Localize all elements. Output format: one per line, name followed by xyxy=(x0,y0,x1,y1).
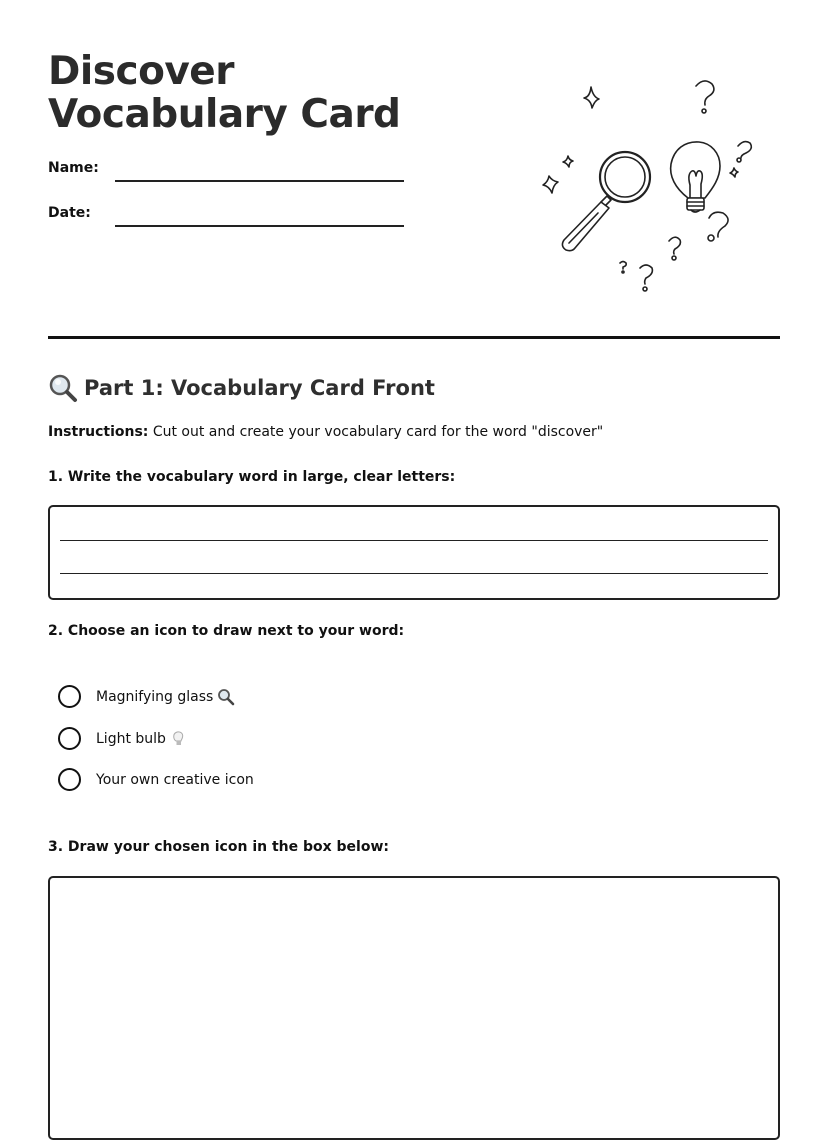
name-label: Name: xyxy=(48,160,99,176)
lightbulb-icon xyxy=(170,730,188,748)
option-magnifying-glass[interactable] xyxy=(58,685,235,708)
question-1: 1. Write the vocabulary word in large, clear letters: xyxy=(48,469,456,485)
option-label: Light bulb xyxy=(96,730,166,747)
radio-button[interactable] xyxy=(58,685,81,708)
word-writing-box[interactable] xyxy=(48,505,780,600)
radio-button[interactable] xyxy=(58,727,81,750)
magnifying-glass-icon xyxy=(562,152,650,251)
option-label: Your own creative icon xyxy=(96,771,254,788)
question-2: 2. Choose an icon to draw next to your word: xyxy=(48,623,405,639)
instructions xyxy=(48,424,603,440)
option-own-icon[interactable] xyxy=(58,768,254,791)
lightbulb-icon xyxy=(671,142,720,212)
section-title xyxy=(48,373,435,403)
date-field[interactable] xyxy=(115,225,404,227)
discovery-illustration xyxy=(528,70,768,302)
section-divider xyxy=(48,336,780,339)
instructions-label: Instructions: xyxy=(48,424,149,440)
radio-button[interactable] xyxy=(58,768,81,791)
question-3: 3. Draw your chosen icon in the box below: xyxy=(48,839,389,855)
writing-line xyxy=(60,573,768,574)
instructions-text: Cut out and create your vocabulary card for the word "discover" xyxy=(148,424,604,440)
name-field[interactable] xyxy=(115,180,404,182)
option-label: Magnifying glass xyxy=(96,688,214,705)
section-title-text: Part 1: Vocabulary Card Front xyxy=(84,376,435,400)
magnifying-glass-icon xyxy=(217,688,235,706)
writing-line xyxy=(60,540,768,541)
icon-drawing-box[interactable] xyxy=(48,876,780,1140)
option-light-bulb[interactable] xyxy=(58,727,188,750)
magnifying-glass-icon xyxy=(48,373,78,403)
page-title: Discover Vocabulary Card xyxy=(48,49,401,137)
date-label: Date: xyxy=(48,205,91,221)
